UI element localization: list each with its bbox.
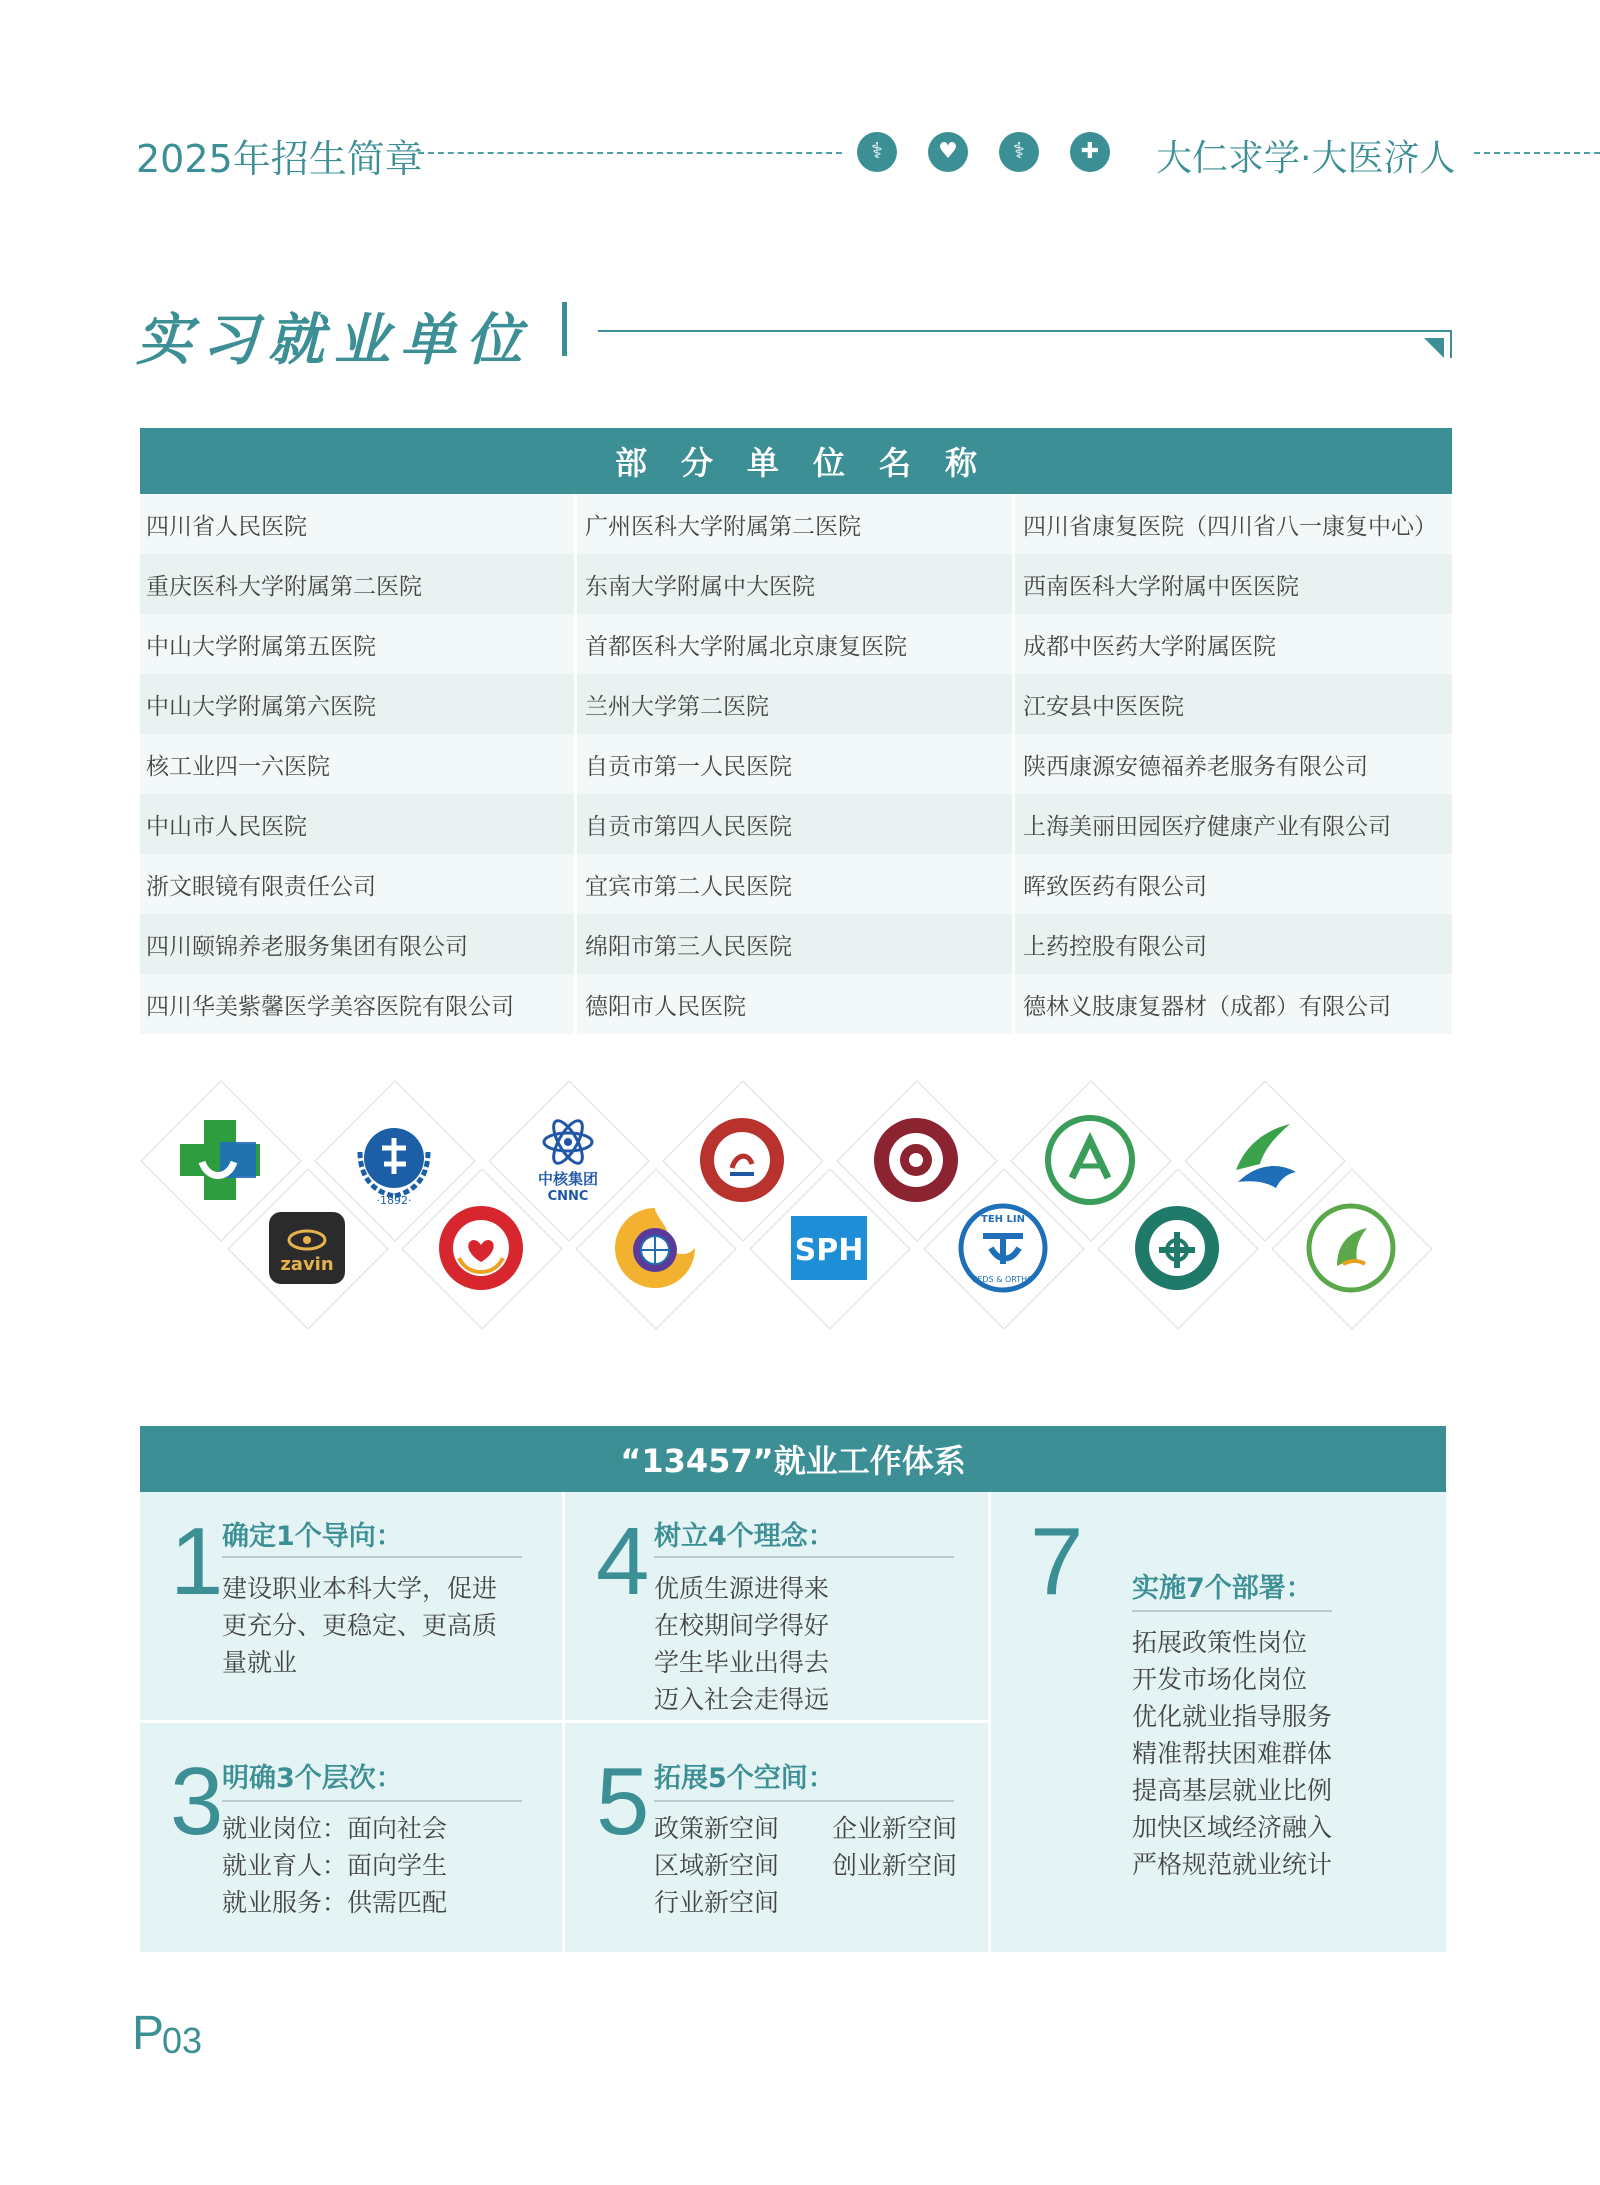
table-row — [140, 854, 1452, 914]
wreath-emblem-logo — [344, 1110, 444, 1210]
block-text-1: 建设职业本科大学，促进 更充分、更稳定、更高质 量就业 — [222, 1574, 498, 1677]
block-number-3: 3 — [170, 1748, 224, 1855]
table-cell: 德阳市人民医院 — [577, 974, 1015, 1034]
section-title: 实习就业单位 — [136, 308, 532, 373]
block-rule — [222, 1800, 522, 1802]
block-text-5-col2: 企业新空间 创业新空间 — [832, 1814, 958, 1880]
cnnc-en-text: CNNC — [547, 1189, 589, 1204]
table-row — [140, 614, 1452, 674]
table-cell: 广州医科大学附属第二医院 — [577, 494, 1015, 554]
green-cross-hospital-logo — [170, 1110, 270, 1210]
panel-divider — [988, 1492, 991, 1952]
title-rule-corner — [1450, 330, 1452, 358]
table-cell: 中山大学附属第五医院 — [140, 614, 577, 674]
block-text-5: 政策新空间 区域新空间 行业新空间 — [654, 1814, 780, 1917]
block-number-7: 7 — [1030, 1508, 1084, 1615]
block-text-4: 优质生源进得来 在校期间学得好 学生毕业出得去 迈入社会走得远 — [654, 1574, 830, 1714]
partner-logos — [140, 1080, 1460, 1340]
stethoscope-icon: ⚕ — [857, 132, 897, 172]
table-cell: 自贡市第四人民医院 — [577, 794, 1015, 854]
institution-table — [140, 428, 1452, 1034]
block-title-1: 确定1个导向： — [222, 1521, 403, 1552]
table-cell: 江安县中医医院 — [1023, 693, 1184, 720]
header-dashed-line-left — [418, 152, 842, 154]
title-divider-bar — [562, 302, 567, 356]
page-number: 03 — [162, 2020, 203, 2061]
table-cell: 上药控股有限公司 — [1023, 933, 1207, 960]
block-rule — [1132, 1610, 1332, 1612]
table-cell: 自贡市第一人民医院 — [577, 734, 1015, 794]
table-header: 部分单位名称 — [140, 428, 1452, 494]
table-row — [140, 734, 1452, 794]
teal-seal-logo — [1127, 1198, 1227, 1298]
block-rule — [654, 1556, 954, 1558]
teh-lin-logo — [953, 1198, 1053, 1298]
table-cell: 四川华美紫馨医学美容医院有限公司 — [140, 974, 577, 1034]
page-number-prefix: P — [132, 2007, 165, 2060]
zavin-text: zavin — [280, 1254, 334, 1275]
block-number-4: 4 — [596, 1508, 650, 1615]
table-cell: 成都中医药大学附属医院 — [1023, 633, 1276, 660]
table-cell: 中山大学附属第六医院 — [140, 674, 577, 734]
table-row — [140, 974, 1452, 1034]
table-cell: 绵阳市第三人民医院 — [577, 914, 1015, 974]
table-row — [140, 494, 1452, 554]
red-hands-heart-logo — [431, 1198, 531, 1298]
tehlin-top-text: TEH LIN — [981, 1214, 1025, 1225]
table-row — [140, 914, 1452, 974]
stethoscope-icon: ⚕ — [999, 132, 1039, 172]
medical-cross-icon: ✚ — [1070, 132, 1110, 172]
title-rule — [598, 330, 1450, 332]
brochure-title: 2025年招生简章 — [136, 137, 423, 181]
green-seal-hospital-logo — [1040, 1110, 1140, 1210]
panel-divider — [140, 1720, 988, 1723]
table-cell: 上海美丽田园医疗健康产业有限公司 — [1023, 813, 1391, 840]
cnnc-cn-text: 中核集团 — [537, 1170, 599, 1188]
block-text-7: 拓展政策性岗位 开发市场化岗位 优化就业指导服务 精准帮扶困难群体 提高基层就业比例 加快区域经济融入 严格规范就业统计 — [1132, 1628, 1333, 1879]
header-dashed-line-right — [1474, 152, 1600, 154]
school-motto: 大仁求学·大医济人 — [1156, 138, 1456, 179]
block-title-7: 实施7个部署： — [1132, 1573, 1313, 1604]
block-number-5: 5 — [596, 1748, 650, 1855]
globe-swirl-logo — [605, 1198, 705, 1298]
system-title: “13457”就业工作体系 — [140, 1426, 1446, 1492]
cnnc-logo — [518, 1110, 618, 1210]
block-rule — [654, 1800, 954, 1802]
table-cell: 首都医科大学附属北京康复医院 — [577, 614, 1015, 674]
table-cell: 四川省人民医院 — [140, 494, 577, 554]
table-cell: 中山市人民医院 — [140, 794, 577, 854]
table-row — [140, 554, 1452, 614]
table-cell: 四川省康复医院（四川省八一康复中心） — [1023, 513, 1437, 540]
maroon-seal-hospital-logo — [866, 1110, 966, 1210]
table-cell: 核工业四一六医院 — [140, 734, 577, 794]
logo-year-text: ·1892· — [376, 1194, 412, 1207]
table-cell: 西南医科大学附属中医医院 — [1023, 573, 1299, 600]
block-rule — [222, 1556, 522, 1558]
block-number-1: 1 — [170, 1508, 224, 1615]
table-cell: 四川颐锦养老服务集团有限公司 — [140, 914, 577, 974]
sph-text: SPH — [794, 1233, 864, 1268]
red-seal-hospital-logo — [692, 1110, 792, 1210]
table-row — [140, 674, 1452, 734]
zavin-logo — [257, 1198, 357, 1298]
block-title-4: 树立4个理念： — [654, 1521, 835, 1552]
table-cell: 东南大学附属中大医院 — [577, 554, 1015, 614]
title-rule-triangle — [1424, 338, 1444, 358]
block-title-5: 拓展5个空间： — [654, 1763, 835, 1794]
table-cell: 浙文眼镜有限责任公司 — [140, 854, 577, 914]
table-body — [140, 494, 1452, 1034]
sph-logo — [779, 1198, 879, 1298]
block-text-3: 就业岗位：面向社会 就业育人：面向学生 就业服务：供需匹配 — [222, 1814, 448, 1917]
table-cell: 兰州大学第二医院 — [577, 674, 1015, 734]
table-cell: 陕西康源安德福养老服务有限公司 — [1023, 753, 1368, 780]
blue-green-bird-logo — [1214, 1110, 1314, 1210]
block-title-3: 明确3个层次： — [222, 1763, 403, 1794]
green-leaf-seal-logo — [1301, 1198, 1401, 1298]
table-cell: 晖致医药有限公司 — [1023, 873, 1207, 900]
tehlin-bottom-text: PEDS & ORTHO — [972, 1275, 1034, 1284]
heart-pulse-icon: ♥ — [928, 132, 968, 172]
table-row — [140, 794, 1452, 854]
table-cell: 宜宾市第二人民医院 — [577, 854, 1015, 914]
table-cell: 重庆医科大学附属第二医院 — [140, 554, 577, 614]
table-cell: 德林义肢康复器材（成都）有限公司 — [1023, 993, 1391, 1020]
